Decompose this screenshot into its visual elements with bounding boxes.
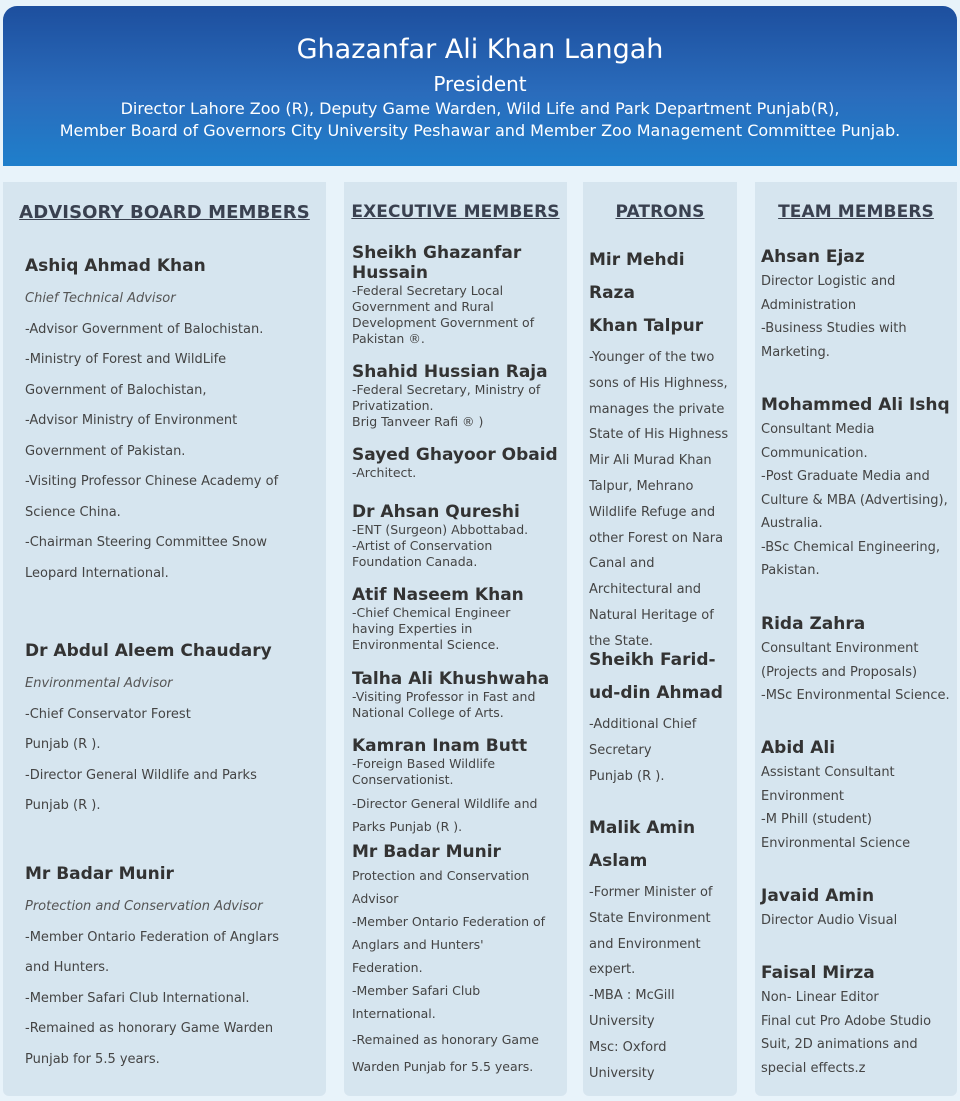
member-detail: Director Audio Visual: [761, 913, 898, 928]
member-detail: Government of Pakistan.: [25, 443, 186, 459]
member-detail: Pakistan ®.: [352, 331, 425, 346]
member-name: Dr Ahsan Qureshi: [352, 502, 520, 522]
member-detail: -Architect.: [352, 465, 417, 480]
member-detail: -BSc Chemical Engineering,: [761, 539, 941, 555]
member-detail: Federation.: [352, 960, 423, 975]
executive-member: [352, 502, 562, 570]
member-detail: -ENT (Surgeon) Abbottabad.: [352, 522, 529, 537]
member-detail: -Chief Chemical Engineer: [352, 605, 511, 620]
member-detail: -Chairman Steering Committee Snow: [25, 535, 267, 550]
member-detail: the State.: [589, 633, 654, 649]
member-detail: -Artist of Conservation: [352, 538, 493, 553]
member-detail: Mir Ali Murad Khan: [589, 453, 712, 469]
member-detail: Government of Balochistan,: [25, 382, 207, 398]
member-detail: Government and Rural: [352, 299, 494, 314]
president-name: Ghazanfar Ali Khan Langah: [296, 34, 664, 65]
member-detail: and Hunters.: [25, 960, 110, 975]
member-detail: -Member Ontario Federation of Anglars: [25, 929, 279, 945]
member-name: Talha Ali Khushwaha: [352, 669, 550, 689]
team-members-title: TEAM MEMBERS: [778, 202, 934, 222]
member-detail: -Advisor Ministry of Environment: [25, 413, 238, 428]
member-detail: Consultant Media: [761, 422, 875, 437]
member-detail: Privatization.: [352, 398, 434, 413]
executive-member: [352, 669, 562, 721]
member-detail: Development Government of: [352, 315, 535, 330]
member-detail: Environmental Science.: [352, 637, 500, 652]
member-name: Atif Naseem Khan: [352, 585, 524, 605]
member-name: Dr Abdul Aleem Chaudary: [25, 641, 272, 661]
member-detail: -Member Safari Club International.: [25, 990, 250, 1006]
member-detail: -Director General Wildlife and: [352, 796, 538, 811]
member-detail: Punjab (R ).: [589, 768, 665, 784]
member-name: Hussain: [352, 263, 428, 283]
member-detail: Director Logistic and: [761, 274, 896, 289]
executive-member: [352, 842, 562, 1080]
executive-members-title: EXECUTIVE MEMBERS: [351, 202, 560, 222]
advisory-member: [25, 640, 320, 822]
member-detail: -Remained as honorary Game: [352, 1032, 539, 1047]
member-detail: -Member Ontario Federation of: [352, 914, 546, 929]
patron-member: [589, 644, 735, 789]
member-detail: Pakistan.: [761, 563, 820, 578]
member-name: Ashiq Ahmad Khan: [25, 256, 206, 276]
member-detail: Science China.: [25, 504, 121, 520]
member-role: Protection and Conservation Advisor: [25, 899, 263, 914]
executive-member: [352, 362, 562, 430]
member-name: Khan Talpur: [589, 316, 704, 336]
member-detail: Administration: [761, 297, 857, 313]
member-detail: -MSc Environmental Science.: [761, 688, 950, 703]
member-detail: National College of Arts.: [352, 705, 504, 720]
member-detail: -Member Safari Club: [352, 983, 481, 998]
member-detail: Consultant Environment: [761, 641, 919, 656]
member-name: Kamran Inam Butt: [352, 736, 528, 756]
member-role: Environmental Advisor: [25, 676, 173, 691]
patron-member: [589, 812, 735, 1086]
member-detail: sons of His Highness,: [589, 375, 728, 391]
member-detail: -Post Graduate Media and: [761, 469, 930, 484]
member-detail: Brig Tanveer Rafi ® ): [352, 414, 484, 429]
member-detail: Communication.: [761, 445, 868, 461]
member-detail: Foundation Canada.: [352, 554, 478, 569]
member-detail: Punjab (R ).: [25, 798, 101, 813]
member-detail: Marketing.: [761, 344, 830, 360]
member-detail: University: [589, 1013, 655, 1029]
member-detail: expert.: [589, 962, 636, 978]
member-name: Abid Ali: [761, 738, 836, 758]
member-detail: -Chief Conservator Forest: [25, 706, 191, 722]
member-detail: Punjab for 5.5 years.: [25, 1051, 160, 1067]
president-header: [3, 6, 957, 166]
member-name: Javaid Amin: [761, 886, 875, 906]
member-detail: University: [589, 1065, 655, 1081]
executive-member: [352, 736, 562, 838]
member-detail: -Former Minister of: [589, 885, 713, 900]
member-detail: -Advisor Government of Balochistan.: [25, 321, 264, 337]
patrons-title: PATRONS: [615, 202, 705, 222]
executive-member: [352, 243, 562, 347]
member-detail: Punjab (R ).: [25, 737, 101, 752]
member-detail: -Younger of the two: [589, 350, 715, 365]
member-name: Mir Mehdi Raza: [589, 250, 685, 303]
member-name: Mr Badar Munir: [25, 864, 174, 884]
member-detail: State Environment: [589, 910, 711, 926]
president-credentials-line-2: Member Board of Governors City University Peshawar and Member Zoo Management Committee Punjab.: [59, 121, 901, 140]
member-role: Chief Technical Advisor: [25, 291, 176, 306]
patrons-column: [583, 182, 737, 1096]
member-name: Sheikh Ghazanfar: [352, 243, 522, 263]
team-members-column: [755, 182, 957, 1096]
member-name: Ahsan Ejaz: [761, 247, 865, 267]
executive-member: [352, 585, 562, 653]
member-detail: Culture & MBA (Advertising),: [761, 492, 948, 508]
team-member: [761, 613, 957, 708]
member-detail: -Visiting Professor Chinese Academy of: [25, 474, 279, 489]
team-member: [761, 394, 957, 583]
member-detail: -Business Studies with: [761, 321, 907, 336]
team-member: [761, 885, 957, 933]
president-credentials-line-1: Director Lahore Zoo (R), Deputy Game Warden, Wild Life and Park Department Punjab(R),: [120, 99, 840, 118]
member-detail: Natural Heritage of: [589, 607, 714, 623]
president-role: President: [433, 72, 527, 96]
member-detail: Final cut Pro Adobe Studio: [761, 1013, 932, 1029]
member-name: Malik Amin: [589, 818, 696, 838]
member-detail: (Projects and Proposals): [761, 664, 918, 680]
member-detail: Advisor: [352, 891, 399, 906]
member-detail: Leopard International.: [25, 565, 169, 581]
member-name: Faisal Mirza: [761, 963, 875, 983]
team-member: [761, 246, 957, 364]
member-name: Rida Zahra: [761, 614, 866, 634]
executive-member: [352, 445, 562, 481]
member-detail: -Director General Wildlife and Parks: [25, 767, 257, 783]
member-detail: -Visiting Professor in Fast and: [352, 689, 536, 704]
member-detail: special effects.z: [761, 1060, 866, 1076]
member-detail: Environment: [761, 788, 845, 804]
member-detail: Australia.: [761, 516, 823, 531]
advisory-board-column: [3, 182, 326, 1096]
member-name: Mohammed Ali Ishq: [761, 395, 950, 415]
advisory-board-title: ADVISORY BOARD MEMBERS: [19, 202, 310, 223]
member-detail: State of His Highness: [589, 427, 729, 443]
member-detail: -Remained as honorary Game Warden: [25, 1021, 274, 1036]
member-detail: having Experties in: [352, 621, 473, 636]
member-detail: Non- Linear Editor: [761, 990, 879, 1005]
member-detail: Parks Punjab (R ).: [352, 819, 463, 834]
patron-member: [589, 244, 735, 655]
member-detail: Msc: Oxford: [589, 1039, 667, 1055]
member-detail: and Environment: [589, 936, 701, 952]
member-detail: Canal and: [589, 556, 655, 572]
team-member: [761, 737, 957, 855]
executive-members-column: [344, 182, 567, 1096]
member-detail: Assistant Consultant: [761, 765, 895, 780]
member-name: Aslam: [589, 851, 648, 871]
member-detail: International.: [352, 1006, 436, 1021]
advisory-member: [25, 255, 320, 589]
member-detail: -Federal Secretary, Ministry of: [352, 382, 541, 397]
member-detail: Conservationist.: [352, 772, 454, 787]
member-detail: Environmental Science: [761, 835, 911, 851]
member-detail: Wildlife Refuge and: [589, 504, 716, 520]
member-detail: -Foreign Based Wildlife: [352, 756, 496, 771]
team-member: [761, 962, 957, 1080]
member-detail: manages the private: [589, 401, 725, 417]
member-detail: other Forest on Nara: [589, 530, 724, 546]
advisory-member: [25, 863, 320, 1075]
member-detail: -Federal Secretary Local: [352, 283, 504, 298]
member-detail: Protection and Conservation: [352, 868, 530, 883]
member-detail: -Ministry of Forest and WildLife: [25, 352, 227, 367]
member-detail: -Additional Chief: [589, 717, 697, 732]
member-name: ud-din Ahmad: [589, 683, 723, 703]
member-detail: -M Phill (student): [761, 812, 872, 827]
member-name: Shahid Hussian Raja: [352, 362, 548, 382]
member-detail: Warden Punjab for 5.5 years.: [352, 1059, 534, 1074]
member-detail: Talpur, Mehrano: [589, 478, 694, 494]
member-detail: -MBA : McGill: [589, 988, 675, 1004]
member-name: Sheikh Farid-: [589, 650, 716, 670]
member-detail: Secretary: [589, 742, 652, 758]
member-name: Sayed Ghayoor Obaid: [352, 445, 558, 465]
member-name: Mr Badar Munir: [352, 842, 501, 862]
member-detail: Anglars and Hunters': [352, 937, 484, 952]
member-detail: Suit, 2D animations and: [761, 1037, 918, 1052]
member-detail: Architectural and: [589, 582, 702, 598]
